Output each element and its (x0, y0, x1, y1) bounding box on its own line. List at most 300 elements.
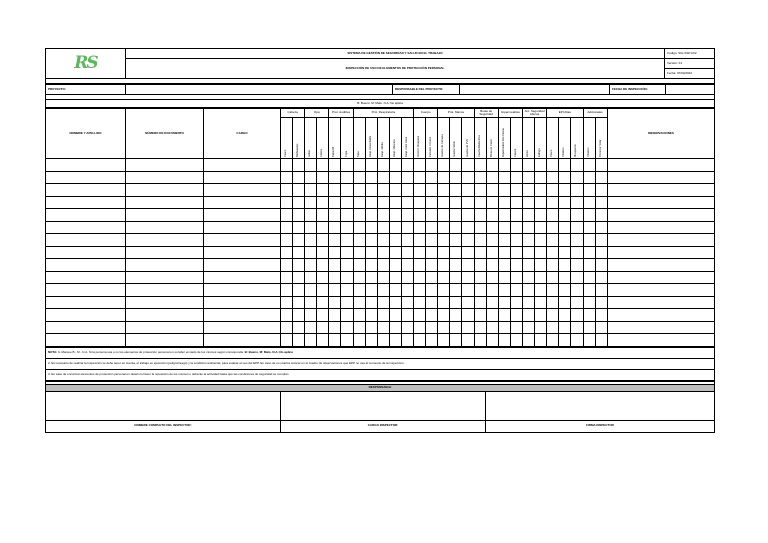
grid-cell[interactable] (486, 171, 498, 184)
grid-cell[interactable] (523, 196, 535, 209)
grid-cell[interactable] (535, 196, 547, 209)
grid-cell[interactable] (607, 159, 714, 172)
grid-cell[interactable] (426, 184, 438, 197)
inspector-signature-field[interactable] (486, 391, 715, 420)
grid-cell[interactable] (377, 196, 389, 209)
grid-cell[interactable] (450, 171, 462, 184)
grid-cell[interactable] (559, 159, 571, 172)
grid-cell[interactable] (510, 334, 522, 347)
grid-cell[interactable] (329, 221, 341, 234)
grid-cell[interactable] (281, 159, 293, 172)
grid-cell[interactable] (353, 296, 365, 309)
grid-cell[interactable] (341, 159, 353, 172)
grid-cell[interactable] (426, 246, 438, 259)
grid-cell[interactable] (510, 284, 522, 297)
grid-cell[interactable] (377, 221, 389, 234)
grid-cell[interactable] (281, 234, 293, 247)
grid-cell[interactable] (317, 209, 329, 222)
grid-cell[interactable] (317, 159, 329, 172)
grid-cell[interactable] (329, 234, 341, 247)
grid-cell[interactable] (426, 296, 438, 309)
grid-cell[interactable] (293, 184, 305, 197)
grid-cell[interactable] (583, 184, 595, 197)
grid-cell[interactable] (498, 159, 510, 172)
grid-cell[interactable] (426, 221, 438, 234)
grid-cell[interactable] (547, 196, 559, 209)
grid-cell[interactable] (535, 296, 547, 309)
grid-cell[interactable] (293, 271, 305, 284)
grid-cell[interactable] (498, 234, 510, 247)
grid-cell[interactable] (571, 171, 583, 184)
grid-cell[interactable] (571, 334, 583, 347)
grid-cell[interactable] (341, 171, 353, 184)
grid-cell[interactable] (305, 159, 317, 172)
grid-cell[interactable] (353, 171, 365, 184)
grid-cell[interactable] (389, 221, 401, 234)
grid-cell[interactable] (510, 221, 522, 234)
grid-cell[interactable] (317, 171, 329, 184)
grid-cell[interactable] (498, 184, 510, 197)
grid-cell[interactable] (126, 246, 204, 259)
grid-cell[interactable] (126, 321, 204, 334)
grid-cell[interactable] (595, 309, 607, 322)
grid-cell[interactable] (293, 259, 305, 272)
grid-cell[interactable] (204, 221, 281, 234)
grid-cell[interactable] (523, 259, 535, 272)
grid-cell[interactable] (329, 196, 341, 209)
grid-cell[interactable] (204, 171, 281, 184)
grid-cell[interactable] (510, 234, 522, 247)
grid-cell[interactable] (281, 309, 293, 322)
grid-cell[interactable] (474, 259, 486, 272)
grid-cell[interactable] (474, 159, 486, 172)
grid-cell[interactable] (389, 159, 401, 172)
grid-cell[interactable] (377, 184, 389, 197)
grid-cell[interactable] (607, 259, 714, 272)
grid-cell[interactable] (595, 221, 607, 234)
grid-cell[interactable] (126, 271, 204, 284)
grid-cell[interactable] (46, 159, 126, 172)
grid-cell[interactable] (329, 246, 341, 259)
grid-cell[interactable] (535, 321, 547, 334)
grid-cell[interactable] (523, 334, 535, 347)
grid-cell[interactable] (46, 234, 126, 247)
grid-cell[interactable] (438, 234, 450, 247)
grid-cell[interactable] (426, 196, 438, 209)
grid-cell[interactable] (486, 259, 498, 272)
grid-cell[interactable] (377, 284, 389, 297)
grid-cell[interactable] (126, 296, 204, 309)
grid-cell[interactable] (498, 171, 510, 184)
grid-cell[interactable] (414, 196, 426, 209)
grid-cell[interactable] (293, 284, 305, 297)
grid-cell[interactable] (281, 259, 293, 272)
grid-cell[interactable] (281, 184, 293, 197)
grid-cell[interactable] (523, 209, 535, 222)
grid-cell[interactable] (462, 296, 474, 309)
grid-cell[interactable] (389, 184, 401, 197)
grid-cell[interactable] (317, 309, 329, 322)
grid-cell[interactable] (571, 159, 583, 172)
grid-cell[interactable] (401, 234, 413, 247)
grid-cell[interactable] (450, 284, 462, 297)
grid-cell[interactable] (438, 184, 450, 197)
grid-cell[interactable] (583, 234, 595, 247)
grid-cell[interactable] (571, 246, 583, 259)
grid-cell[interactable] (426, 171, 438, 184)
grid-cell[interactable] (462, 209, 474, 222)
grid-cell[interactable] (438, 209, 450, 222)
grid-cell[interactable] (414, 271, 426, 284)
grid-cell[interactable] (547, 221, 559, 234)
grid-cell[interactable] (365, 259, 377, 272)
grid-cell[interactable] (583, 159, 595, 172)
grid-cell[interactable] (353, 209, 365, 222)
grid-cell[interactable] (547, 321, 559, 334)
grid-cell[interactable] (126, 259, 204, 272)
grid-cell[interactable] (510, 184, 522, 197)
grid-cell[interactable] (547, 296, 559, 309)
grid-cell[interactable] (498, 221, 510, 234)
grid-cell[interactable] (498, 296, 510, 309)
grid-cell[interactable] (474, 284, 486, 297)
grid-cell[interactable] (535, 284, 547, 297)
grid-cell[interactable] (389, 171, 401, 184)
grid-cell[interactable] (595, 196, 607, 209)
grid-cell[interactable] (438, 334, 450, 347)
grid-cell[interactable] (317, 271, 329, 284)
grid-cell[interactable] (462, 196, 474, 209)
grid-cell[interactable] (595, 234, 607, 247)
grid-cell[interactable] (607, 246, 714, 259)
grid-cell[interactable] (510, 159, 522, 172)
grid-cell[interactable] (547, 334, 559, 347)
grid-cell[interactable] (329, 296, 341, 309)
grid-cell[interactable] (126, 209, 204, 222)
grid-cell[interactable] (401, 209, 413, 222)
grid-cell[interactable] (474, 334, 486, 347)
grid-cell[interactable] (46, 246, 126, 259)
grid-cell[interactable] (126, 284, 204, 297)
grid-cell[interactable] (389, 296, 401, 309)
grid-cell[interactable] (450, 296, 462, 309)
grid-cell[interactable] (547, 284, 559, 297)
grid-cell[interactable] (46, 171, 126, 184)
grid-cell[interactable] (559, 171, 571, 184)
grid-cell[interactable] (486, 221, 498, 234)
grid-cell[interactable] (498, 321, 510, 334)
grid-cell[interactable] (607, 296, 714, 309)
grid-cell[interactable] (595, 246, 607, 259)
grid-cell[interactable] (450, 334, 462, 347)
grid-cell[interactable] (353, 259, 365, 272)
grid-cell[interactable] (547, 171, 559, 184)
grid-cell[interactable] (293, 296, 305, 309)
grid-cell[interactable] (523, 234, 535, 247)
grid-cell[interactable] (365, 296, 377, 309)
grid-cell[interactable] (353, 196, 365, 209)
grid-cell[interactable] (474, 209, 486, 222)
grid-cell[interactable] (426, 334, 438, 347)
grid-cell[interactable] (535, 221, 547, 234)
grid-cell[interactable] (571, 234, 583, 247)
grid-cell[interactable] (523, 184, 535, 197)
grid-cell[interactable] (401, 171, 413, 184)
grid-cell[interactable] (281, 334, 293, 347)
grid-cell[interactable] (486, 209, 498, 222)
grid-cell[interactable] (498, 309, 510, 322)
grid-cell[interactable] (571, 271, 583, 284)
grid-cell[interactable] (341, 296, 353, 309)
grid-cell[interactable] (426, 159, 438, 172)
grid-cell[interactable] (46, 196, 126, 209)
grid-cell[interactable] (450, 246, 462, 259)
grid-cell[interactable] (462, 259, 474, 272)
grid-cell[interactable] (547, 271, 559, 284)
grid-cell[interactable] (510, 171, 522, 184)
grid-cell[interactable] (607, 221, 714, 234)
grid-cell[interactable] (389, 271, 401, 284)
grid-cell[interactable] (329, 159, 341, 172)
grid-cell[interactable] (486, 234, 498, 247)
grid-cell[interactable] (305, 309, 317, 322)
grid-cell[interactable] (595, 271, 607, 284)
grid-cell[interactable] (365, 171, 377, 184)
grid-cell[interactable] (426, 309, 438, 322)
grid-cell[interactable] (414, 246, 426, 259)
responsible-field[interactable] (460, 85, 610, 95)
grid-cell[interactable] (583, 284, 595, 297)
grid-cell[interactable] (46, 296, 126, 309)
grid-cell[interactable] (281, 246, 293, 259)
grid-cell[interactable] (595, 321, 607, 334)
grid-cell[interactable] (535, 159, 547, 172)
grid-cell[interactable] (46, 209, 126, 222)
grid-cell[interactable] (329, 309, 341, 322)
grid-cell[interactable] (293, 334, 305, 347)
grid-cell[interactable] (547, 184, 559, 197)
grid-cell[interactable] (377, 209, 389, 222)
grid-cell[interactable] (401, 184, 413, 197)
grid-cell[interactable] (523, 309, 535, 322)
grid-cell[interactable] (317, 296, 329, 309)
grid-cell[interactable] (535, 309, 547, 322)
grid-cell[interactable] (305, 259, 317, 272)
grid-cell[interactable] (401, 334, 413, 347)
grid-cell[interactable] (305, 184, 317, 197)
grid-cell[interactable] (510, 259, 522, 272)
grid-cell[interactable] (486, 196, 498, 209)
grid-cell[interactable] (426, 321, 438, 334)
grid-cell[interactable] (46, 271, 126, 284)
grid-cell[interactable] (438, 196, 450, 209)
grid-cell[interactable] (126, 309, 204, 322)
grid-cell[interactable] (474, 196, 486, 209)
grid-cell[interactable] (474, 309, 486, 322)
grid-cell[interactable] (377, 246, 389, 259)
grid-cell[interactable] (293, 171, 305, 184)
grid-cell[interactable] (353, 321, 365, 334)
grid-cell[interactable] (401, 284, 413, 297)
grid-cell[interactable] (281, 296, 293, 309)
grid-cell[interactable] (571, 184, 583, 197)
grid-cell[interactable] (389, 284, 401, 297)
grid-cell[interactable] (535, 209, 547, 222)
grid-cell[interactable] (450, 221, 462, 234)
grid-cell[interactable] (126, 334, 204, 347)
grid-cell[interactable] (341, 334, 353, 347)
grid-cell[interactable] (607, 209, 714, 222)
grid-cell[interactable] (377, 321, 389, 334)
grid-cell[interactable] (317, 196, 329, 209)
grid-cell[interactable] (341, 209, 353, 222)
grid-cell[interactable] (341, 321, 353, 334)
grid-cell[interactable] (305, 196, 317, 209)
grid-cell[interactable] (414, 321, 426, 334)
grid-cell[interactable] (305, 221, 317, 234)
grid-cell[interactable] (341, 309, 353, 322)
grid-cell[interactable] (583, 171, 595, 184)
grid-cell[interactable] (365, 321, 377, 334)
grid-cell[interactable] (353, 246, 365, 259)
grid-cell[interactable] (401, 309, 413, 322)
grid-cell[interactable] (498, 259, 510, 272)
grid-cell[interactable] (329, 321, 341, 334)
grid-cell[interactable] (486, 184, 498, 197)
grid-cell[interactable] (126, 171, 204, 184)
grid-cell[interactable] (535, 271, 547, 284)
grid-cell[interactable] (450, 271, 462, 284)
grid-cell[interactable] (329, 259, 341, 272)
grid-cell[interactable] (559, 221, 571, 234)
grid-cell[interactable] (450, 196, 462, 209)
grid-cell[interactable] (595, 159, 607, 172)
grid-cell[interactable] (510, 296, 522, 309)
inspector-position-field[interactable] (281, 391, 486, 420)
grid-cell[interactable] (462, 309, 474, 322)
grid-cell[interactable] (204, 209, 281, 222)
grid-cell[interactable] (389, 246, 401, 259)
grid-cell[interactable] (523, 221, 535, 234)
grid-cell[interactable] (547, 159, 559, 172)
grid-cell[interactable] (583, 209, 595, 222)
grid-cell[interactable] (595, 184, 607, 197)
grid-cell[interactable] (401, 221, 413, 234)
grid-cell[interactable] (305, 334, 317, 347)
grid-cell[interactable] (341, 221, 353, 234)
grid-cell[interactable] (486, 321, 498, 334)
grid-cell[interactable] (341, 271, 353, 284)
grid-cell[interactable] (438, 321, 450, 334)
grid-cell[interactable] (293, 159, 305, 172)
grid-cell[interactable] (365, 221, 377, 234)
grid-cell[interactable] (46, 284, 126, 297)
grid-cell[interactable] (414, 171, 426, 184)
grid-cell[interactable] (583, 271, 595, 284)
grid-cell[interactable] (486, 271, 498, 284)
grid-cell[interactable] (462, 234, 474, 247)
grid-cell[interactable] (329, 334, 341, 347)
grid-cell[interactable] (281, 209, 293, 222)
grid-cell[interactable] (559, 196, 571, 209)
grid-cell[interactable] (523, 171, 535, 184)
grid-cell[interactable] (595, 296, 607, 309)
grid-cell[interactable] (305, 296, 317, 309)
grid-cell[interactable] (317, 184, 329, 197)
grid-cell[interactable] (607, 196, 714, 209)
grid-cell[interactable] (414, 309, 426, 322)
grid-cell[interactable] (498, 196, 510, 209)
grid-cell[interactable] (341, 196, 353, 209)
grid-cell[interactable] (559, 246, 571, 259)
grid-cell[interactable] (450, 159, 462, 172)
grid-cell[interactable] (450, 184, 462, 197)
grid-cell[interactable] (204, 259, 281, 272)
grid-cell[interactable] (607, 284, 714, 297)
grid-cell[interactable] (438, 159, 450, 172)
grid-cell[interactable] (401, 159, 413, 172)
grid-cell[interactable] (377, 259, 389, 272)
grid-cell[interactable] (389, 259, 401, 272)
grid-cell[interactable] (204, 284, 281, 297)
grid-cell[interactable] (126, 184, 204, 197)
grid-cell[interactable] (204, 309, 281, 322)
grid-cell[interactable] (126, 159, 204, 172)
grid-cell[interactable] (486, 296, 498, 309)
grid-cell[interactable] (305, 209, 317, 222)
grid-cell[interactable] (401, 271, 413, 284)
grid-cell[interactable] (462, 284, 474, 297)
grid-cell[interactable] (571, 196, 583, 209)
grid-cell[interactable] (486, 159, 498, 172)
grid-cell[interactable] (523, 321, 535, 334)
grid-cell[interactable] (204, 334, 281, 347)
grid-cell[interactable] (450, 309, 462, 322)
grid-cell[interactable] (204, 234, 281, 247)
grid-cell[interactable] (559, 296, 571, 309)
grid-cell[interactable] (426, 234, 438, 247)
grid-cell[interactable] (474, 234, 486, 247)
grid-cell[interactable] (281, 196, 293, 209)
grid-cell[interactable] (498, 209, 510, 222)
grid-cell[interactable] (438, 284, 450, 297)
grid-cell[interactable] (571, 309, 583, 322)
grid-cell[interactable] (401, 259, 413, 272)
grid-cell[interactable] (462, 246, 474, 259)
grid-cell[interactable] (523, 159, 535, 172)
grid-cell[interactable] (46, 259, 126, 272)
grid-cell[interactable] (204, 159, 281, 172)
grid-cell[interactable] (281, 321, 293, 334)
grid-cell[interactable] (317, 321, 329, 334)
grid-cell[interactable] (535, 334, 547, 347)
grid-cell[interactable] (571, 321, 583, 334)
grid-cell[interactable] (329, 209, 341, 222)
grid-cell[interactable] (571, 284, 583, 297)
grid-cell[interactable] (559, 309, 571, 322)
grid-cell[interactable] (523, 271, 535, 284)
grid-cell[interactable] (462, 271, 474, 284)
grid-cell[interactable] (510, 209, 522, 222)
grid-cell[interactable] (353, 221, 365, 234)
grid-cell[interactable] (426, 284, 438, 297)
grid-cell[interactable] (414, 184, 426, 197)
grid-cell[interactable] (293, 321, 305, 334)
grid-cell[interactable] (46, 221, 126, 234)
grid-cell[interactable] (535, 184, 547, 197)
grid-cell[interactable] (414, 221, 426, 234)
grid-cell[interactable] (595, 209, 607, 222)
